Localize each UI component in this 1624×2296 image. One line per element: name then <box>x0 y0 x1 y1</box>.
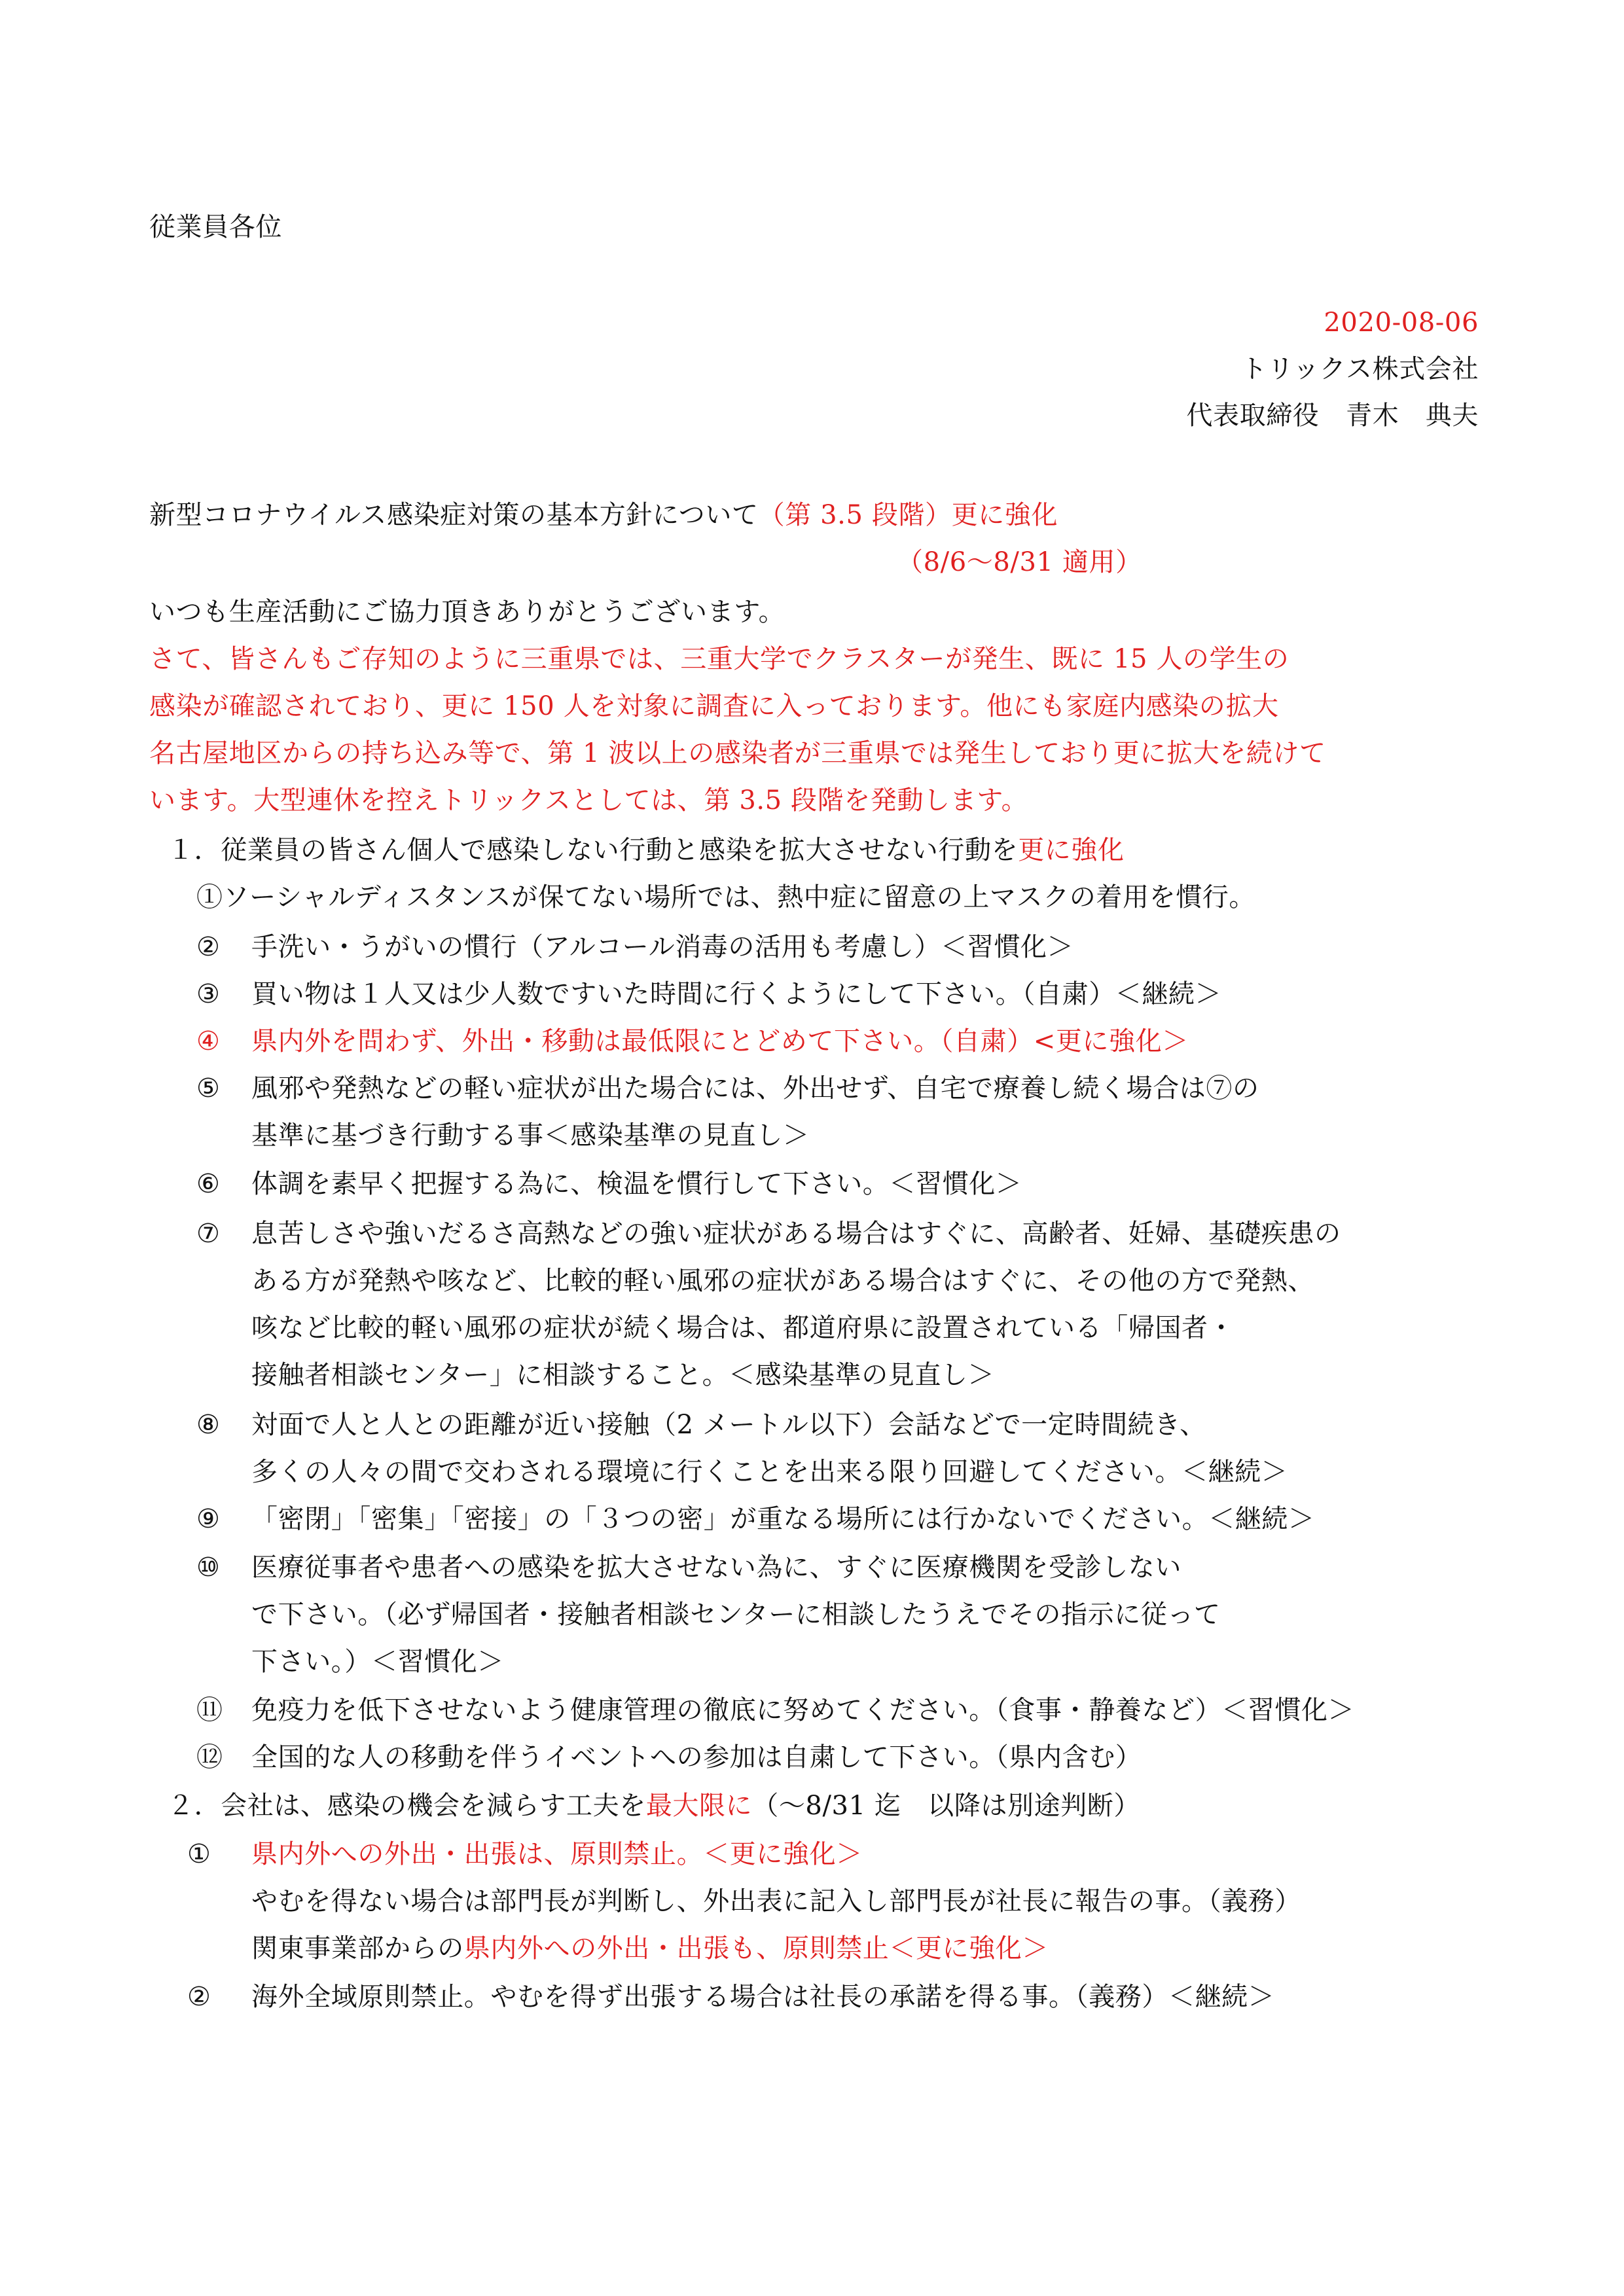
list-item-number: ⑪ <box>196 1695 223 1725</box>
list-item-number: ⑦ <box>196 1219 221 1249</box>
continuation-highlight: 県内外への外出・出張も、原則禁止＜更に強化＞ <box>463 1933 1049 1964</box>
list-item-continuation: ある方が発熱や咳など、比較的軽い風邪の症状がある場合はすぐに、その他の方で発熱、 <box>251 1266 1314 1296</box>
list-item-number: ② <box>187 1982 211 2012</box>
list-item: ①ソーシャルディスタンスが保てない場所では、熱中症に留意の上マスクの着用を慣行。 <box>196 882 1255 912</box>
list-item-number: ⑧ <box>196 1410 221 1440</box>
list-item-continuation: 基準に基づき行動する事＜感染基準の見直し＞ <box>251 1121 810 1151</box>
section2-heading-text: ２．会社は、感染の機会を減らす工夫を <box>168 1791 646 1821</box>
notice-line: います。大型連休を控えトリックスとしては、第 3.5 段階を発動します。 <box>149 785 1028 816</box>
list-item-number: ⑫ <box>196 1742 223 1772</box>
list-item: 買い物は１人又は少人数ですいた時間に行くようにして下さい。（自粛）＜継続＞ <box>251 979 1222 1009</box>
section1-heading-text: １．従業員の皆さん個人で感染しない行動と感染を拡大させない行動を <box>168 835 1019 865</box>
list-item-number: ② <box>196 932 221 962</box>
company-name: トリックス株式会社 <box>1240 354 1479 384</box>
list-item-continuation: で下さい。（必ず帰国者・接触者相談センターに相談したうえでその指示に従って <box>251 1600 1221 1630</box>
section2-heading <box>168 1787 1140 1825</box>
list-item-number: ⑩ <box>196 1552 221 1583</box>
list-item-number: ④ <box>196 1026 221 1056</box>
list-item-number: ⑨ <box>196 1504 221 1534</box>
list-item: 県内外を問わず、外出・移動は最低限にとどめて下さい。（自粛）<更に強化＞ <box>251 1026 1189 1056</box>
list-item-continuation: 下さい。）＜習慣化＞ <box>251 1647 504 1677</box>
document-date: 2020-08-06 <box>1324 308 1479 338</box>
list-item-continuation <box>251 1929 1049 1967</box>
notice-line: さて、皆さんもご存知のように三重県では、三重大学でクラスターが発生、既に 15 人の学生の <box>149 644 1290 674</box>
list-item: 医療従事者や患者への感染を拡大させない為に、すぐに医療機関を受診しない <box>251 1552 1182 1583</box>
notice-line: 名古屋地区からの持ち込み等で、第 1 波以上の感染者が三重県では発生しており更に拡大を続けて <box>149 738 1326 768</box>
list-item: 息苦しさや強いだるさ高熱などの強い症状がある場合はすぐに、高齢者、妊婦、基礎疾患の <box>251 1219 1341 1249</box>
list-item: 風邪や発熱などの軽い症状が出た場合には、外出せず、自宅で療養し続く場合は⑦の <box>251 1073 1259 1103</box>
continuation-text: 関東事業部からの <box>251 1933 464 1964</box>
list-item-number: ③ <box>196 979 221 1009</box>
section1-heading-highlight: 更に強化 <box>1018 835 1125 865</box>
list-item: 全国的な人の移動を伴うイベントへの参加は自粛して下さい。（県内含む） <box>251 1742 1142 1772</box>
list-item-continuation: 咳など比較的軽い風邪の症状が続く場合は、都道府県に設置されている「帰国者・ <box>251 1313 1235 1343</box>
list-item-continuation: 多くの人々の間で交わされる環境に行くことを出来る限り回避してください。＜継続＞ <box>251 1457 1288 1487</box>
document-title <box>149 496 1058 534</box>
title-main: 新型コロナウイルス感染症対策の基本方針について <box>149 500 759 530</box>
list-item: 対面で人と人との距離が近い接触（2 メートル以下）会話などで一定時間続き、 <box>251 1410 1206 1440</box>
section2-heading-highlight: 最大限に <box>645 1791 753 1821</box>
list-item: 海外全域原則禁止。やむを得ず出張する場合は社長の承諾を得る事。（義務）＜継続＞ <box>251 1982 1275 2012</box>
signer: 代表取締役 青木 典夫 <box>1186 401 1479 431</box>
list-item-number: ⑥ <box>196 1169 221 1199</box>
list-item-number: ① <box>187 1839 211 1869</box>
list-item-number: ⑤ <box>196 1073 221 1103</box>
title-period: （8/6～8/31 適用） <box>897 547 1142 577</box>
section2-heading-period: （～8/31 迄 以降は別途判断） <box>752 1791 1140 1821</box>
list-item: 免疫力を低下させないよう健康管理の徹底に努めてください。（食事・静養など）＜習慣化＞ <box>251 1695 1355 1725</box>
section1-heading <box>168 831 1125 869</box>
addressee: 従業員各位 <box>149 212 282 242</box>
list-item: 「密閉」「密集」「密接」の「３つの密」が重なる場所には行かないでください。＜継続＞ <box>251 1504 1315 1534</box>
list-item: 体調を素早く把握する為に、検温を慣行して下さい。＜習慣化＞ <box>251 1169 1022 1199</box>
list-item: 手洗い・うがいの慣行（アルコール消毒の活用も考慮し）＜習慣化＞ <box>251 932 1074 962</box>
notice-line: 感染が確認されており、更に 150 人を対象に調査に入っております。他にも家庭内感染の拡大 <box>149 691 1279 721</box>
greeting: いつも生産活動にご協力頂きありがとうございます。 <box>149 597 785 627</box>
list-item-continuation: 接触者相談センター」に相談すること。＜感染基準の見直し＞ <box>251 1360 995 1390</box>
title-highlight: （第 3.5 段階）更に強化 <box>758 500 1058 530</box>
list-item-continuation: やむを得ない場合は部門長が判断し、外出表に記入し部門長が社長に報告の事。（義務） <box>251 1886 1301 1916</box>
list-item: 県内外への外出・出張は、原則禁止。＜更に強化＞ <box>251 1839 863 1869</box>
